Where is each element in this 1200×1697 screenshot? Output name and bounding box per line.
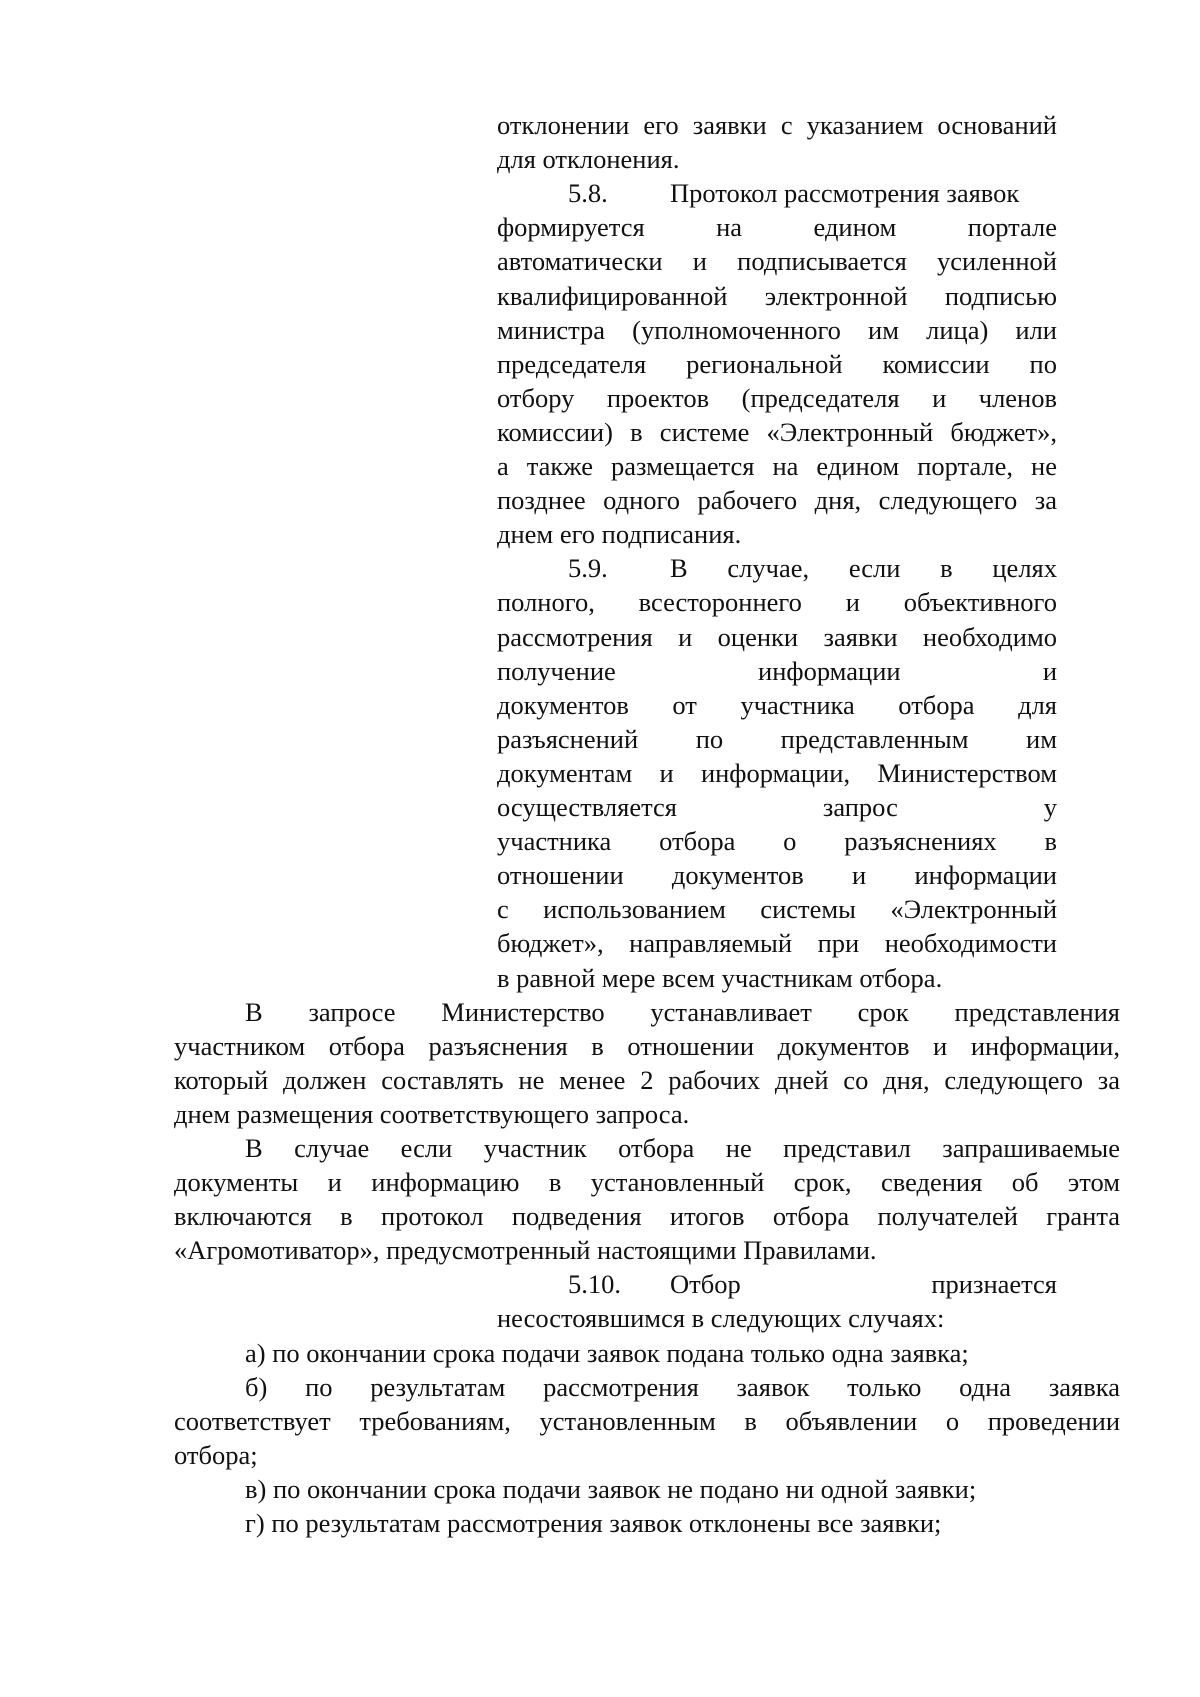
text-line: квалифицированной электронной подписью [497, 281, 1057, 311]
text-line: рассмотрения и оценки заявки необходимо [497, 622, 1057, 652]
text-line: позднее одного рабочего дня, следующего за [497, 485, 1057, 515]
text-line: который должен составлять не менее 2 рабочих дней со дня, следующего за [174, 1065, 1120, 1095]
text-line: в) по окончании срока подачи заявок не подано ни одной заявки; [245, 1474, 977, 1504]
text-line: несостоявшимся в следующих случаях: [497, 1303, 945, 1333]
clause-number: 5.9. [568, 553, 608, 583]
text-line: министра (уполномоченного им лица) или [497, 315, 1057, 345]
text-line: автоматически и подписывается усиленной [497, 246, 1057, 276]
clause-number: 5.8. [568, 178, 608, 208]
text-line: участником отбора разъяснения в отношении документов и информации, [174, 1031, 1120, 1061]
text-line: в равной мере всем участникам отбора. [497, 963, 943, 993]
text-line: разъяснений по представленным им [497, 724, 1057, 754]
text-line: Протокол рассмотрения заявок [670, 178, 1020, 208]
text-line: документы и информацию в установленный срок, сведения об этом [174, 1167, 1120, 1197]
text-line: В запросе Министерство устанавливает срок представления [245, 997, 1120, 1027]
text-line: председателя региональной комиссии по [497, 349, 1057, 379]
text-line: отбору проектов (председателя и членов [497, 383, 1057, 413]
text-line: формируется на едином портале [497, 212, 1057, 242]
text-line: отбора; [174, 1440, 258, 1470]
text-line: «Агромотиватор», предусмотренный настоящими Правилами. [174, 1235, 877, 1265]
text-line: б) по результатам рассмотрения заявок только одна заявка [245, 1372, 1120, 1402]
text-line: соответствует требованиям, установленным в объявлении о проведении [174, 1406, 1120, 1436]
text-line: отношении документов и информации [497, 860, 1057, 890]
text-line: а также размещается на едином портале, не [497, 451, 1057, 481]
text-line: г) по результатам рассмотрения заявок отклонены все заявки; [245, 1508, 942, 1538]
text-line: документов от участника отбора для [497, 690, 1057, 720]
text-line: для отклонения. [497, 144, 680, 174]
text-line: а) по окончании срока подачи заявок подана только одна заявка; [245, 1338, 969, 1368]
text-line: В случае если участник отбора не представил запрашиваемые [245, 1133, 1120, 1163]
text-line: В случае, если в целях [670, 553, 1057, 583]
text-line: получение информации и [497, 656, 1057, 686]
text-line: днем размещения соответствующего запроса. [174, 1099, 690, 1129]
text-line: осуществляется запрос у [497, 792, 1057, 822]
text-line: отклонении его заявки с указанием оснований [497, 110, 1057, 140]
text-line: днем его подписания. [497, 519, 742, 549]
text-line: с использованием системы «Электронный [497, 894, 1057, 924]
text-line: полного, всестороннего и объективного [497, 587, 1057, 617]
text-line: документам и информации, Министерством [497, 758, 1057, 788]
text-line: Отбор признается [670, 1269, 1057, 1299]
text-line: бюджет», направляемый при необходимости [497, 928, 1057, 958]
text-line: комиссии) в системе «Электронный бюджет», [497, 417, 1057, 447]
text-line: участника отбора о разъяснениях в [497, 826, 1057, 856]
clause-number: 5.10. [568, 1269, 621, 1299]
text-line: включаются в протокол подведения итогов отбора получателей гранта [174, 1201, 1120, 1231]
